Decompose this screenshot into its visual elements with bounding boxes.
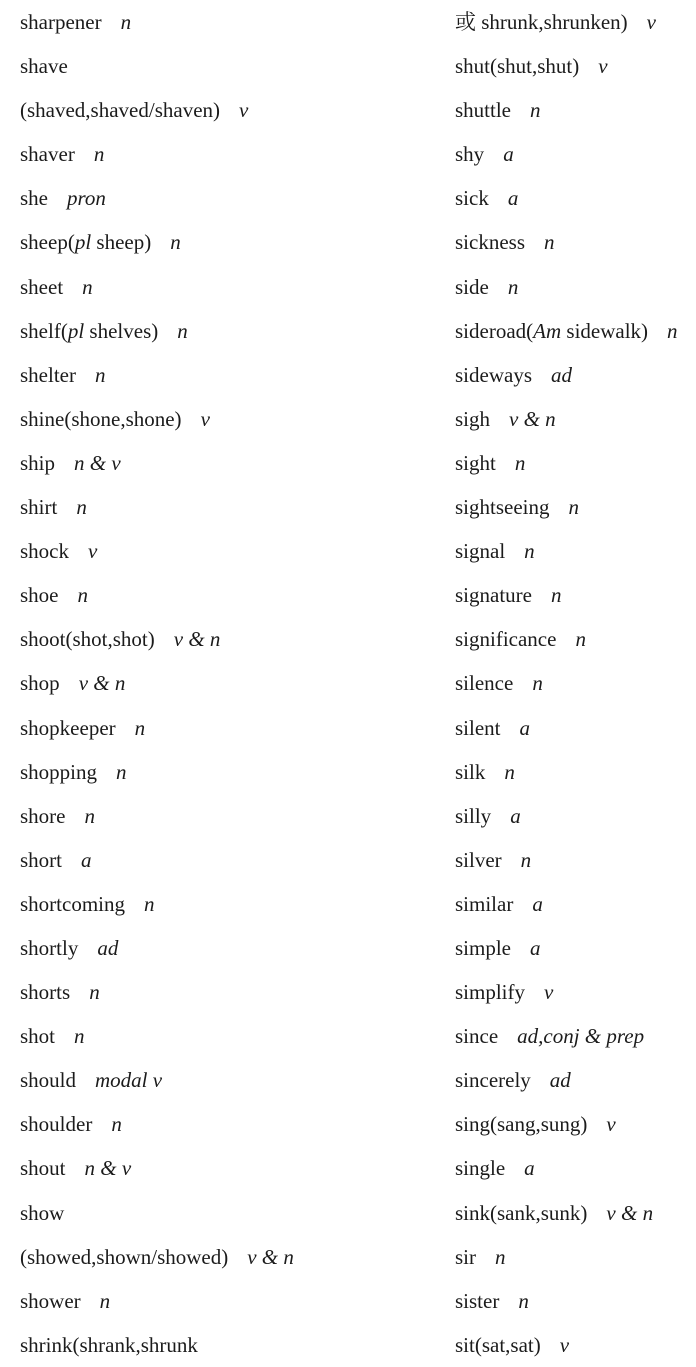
word-entry <box>455 441 678 485</box>
word-entry <box>455 750 678 794</box>
word-text: silly <box>455 803 492 828</box>
pos-label: v <box>239 98 249 123</box>
word-entry <box>455 1146 678 1190</box>
word-text: shelf(pl shelves) <box>20 318 159 343</box>
word-entry <box>20 838 294 882</box>
pos-label: v <box>598 54 608 79</box>
pos-label: ad <box>551 362 572 387</box>
word-entry <box>20 706 294 750</box>
pos-label: n <box>93 142 105 167</box>
word-entry <box>455 970 678 1014</box>
word-text: sir <box>455 1244 476 1269</box>
pos-label: a <box>519 715 530 740</box>
word-entry <box>455 1058 678 1102</box>
word-text: single <box>455 1156 506 1181</box>
word-entry <box>20 397 294 441</box>
word-entry <box>455 176 678 220</box>
word-text: show <box>20 1200 65 1225</box>
pos-label: n <box>568 495 579 520</box>
word-entry <box>455 794 678 838</box>
pos-label: n <box>530 98 541 123</box>
word-entry <box>455 882 678 926</box>
pos-label: v <box>544 980 554 1005</box>
word-text: shop <box>20 671 60 696</box>
word-text: signature <box>455 583 532 608</box>
pos-label: a <box>524 1156 535 1181</box>
pos-label: n <box>520 847 532 872</box>
word-text: side <box>455 274 489 299</box>
pos-label: n <box>550 583 562 608</box>
word-entry <box>20 1191 294 1235</box>
pos-label: v & n <box>78 671 126 696</box>
word-text: shortly <box>20 935 79 960</box>
word-text: shout <box>20 1156 66 1181</box>
pos-label: n <box>74 1024 85 1049</box>
pos-label: n <box>111 1112 122 1137</box>
word-text: shortcoming <box>20 891 125 916</box>
word-entry <box>455 1323 678 1367</box>
word-text: shopkeeper <box>20 715 116 740</box>
pos-label: n <box>532 671 543 696</box>
word-text: sheet <box>20 274 64 299</box>
pos-label: n <box>82 274 93 299</box>
word-entry <box>20 926 294 970</box>
word-entry <box>455 44 678 88</box>
pos-label: a <box>532 891 543 916</box>
word-entry <box>20 44 294 88</box>
word-text: shore <box>20 803 66 828</box>
word-text: should <box>20 1068 77 1093</box>
word-entry <box>20 661 294 705</box>
word-entry <box>20 1146 294 1190</box>
word-text: shrink(shrank,shrunk <box>20 1332 198 1357</box>
word-text: sheep(pl sheep) <box>20 230 152 255</box>
word-text: significance <box>455 627 557 652</box>
pos-label: v <box>606 1112 616 1137</box>
word-text: 或 shrunk,shrunken) <box>455 10 628 34</box>
word-entry <box>20 265 294 309</box>
word-text: silent <box>455 715 501 740</box>
word-entry <box>20 970 294 1014</box>
word-text: sideroad(Am sidewalk) <box>455 318 649 343</box>
pos-label: n <box>116 759 127 784</box>
word-entry <box>20 88 294 132</box>
word-entry <box>20 1323 294 1367</box>
word-entry <box>20 176 294 220</box>
word-entry <box>20 132 294 176</box>
word-text: (showed,shown/showed) <box>20 1244 229 1269</box>
word-entry <box>20 1102 294 1146</box>
pos-label: n & v <box>84 1156 132 1181</box>
word-entry <box>455 706 678 750</box>
pos-label: a <box>530 935 541 960</box>
pos-label: n <box>170 230 181 255</box>
pos-label: n & v <box>74 450 121 475</box>
word-entry <box>455 265 678 309</box>
word-text: shopping <box>20 759 98 784</box>
pos-label: ad,conj & prep <box>517 1024 645 1049</box>
pos-label: n <box>518 1288 529 1313</box>
word-entry <box>20 1279 294 1323</box>
pos-label: n <box>94 362 106 387</box>
word-list-column-right <box>455 0 678 1367</box>
pos-label: n <box>495 1244 506 1269</box>
word-text: shoe <box>20 583 59 608</box>
word-entry <box>455 485 678 529</box>
pos-label: v <box>200 406 210 431</box>
word-entry <box>455 838 678 882</box>
word-text: silence <box>455 671 514 696</box>
word-entry <box>20 1014 294 1058</box>
word-text: sink(sank,sunk) <box>455 1200 588 1225</box>
pos-label: a <box>510 803 521 828</box>
word-text: shoot(shot,shot) <box>20 627 155 652</box>
pos-label: modal v <box>95 1068 163 1093</box>
pos-label: n <box>134 715 146 740</box>
word-text: (shaved,shaved/shaven) <box>20 98 221 123</box>
pos-label: n <box>144 891 155 916</box>
pos-label: n <box>544 230 555 255</box>
pos-label: n <box>77 583 88 608</box>
word-text: short <box>20 847 62 872</box>
word-text: shaver <box>20 142 75 167</box>
word-text: sincerely <box>455 1068 531 1093</box>
word-text: shot <box>20 1024 56 1049</box>
pos-label: n <box>99 1288 111 1313</box>
word-text: she <box>20 186 48 211</box>
word-text: shine(shone,shone) <box>20 406 182 431</box>
pos-label: a <box>81 847 92 872</box>
word-entry <box>20 1058 294 1102</box>
pos-label: n <box>120 10 132 34</box>
word-text: similar <box>455 891 514 916</box>
word-entry <box>455 1014 678 1058</box>
word-entry <box>20 882 294 926</box>
word-text: shirt <box>20 495 58 520</box>
word-entry <box>20 441 294 485</box>
word-text: shut(shut,shut) <box>455 54 580 79</box>
word-entry <box>455 529 678 573</box>
word-text: sight <box>455 450 496 475</box>
word-text: sit(sat,sat) <box>455 1332 541 1357</box>
pos-label: v <box>559 1332 570 1357</box>
word-entry <box>455 220 678 264</box>
word-entry <box>455 926 678 970</box>
word-text: sister <box>455 1288 500 1313</box>
word-text: shelter <box>20 362 76 387</box>
word-text: shy <box>455 142 485 167</box>
word-entry <box>455 397 678 441</box>
word-entry <box>455 661 678 705</box>
word-entry <box>455 617 678 661</box>
word-text: since <box>455 1024 499 1049</box>
pos-label: n <box>504 759 515 784</box>
word-text: sigh <box>455 406 491 431</box>
word-entry <box>455 1235 678 1279</box>
pos-label: v <box>88 539 98 564</box>
word-text: shuttle <box>455 98 511 123</box>
pos-label: a <box>503 142 514 167</box>
pos-label: n <box>89 980 100 1005</box>
pos-label: v <box>646 10 656 34</box>
pos-label: n <box>575 627 586 652</box>
pos-label: ad <box>549 1068 571 1093</box>
word-text: shock <box>20 539 69 564</box>
pos-label: ad <box>97 935 119 960</box>
word-text: simplify <box>455 980 526 1005</box>
word-entry <box>20 220 294 264</box>
word-entry <box>455 1102 678 1146</box>
word-text: sideways <box>455 362 532 387</box>
word-entry <box>20 309 294 353</box>
word-entry <box>455 1279 678 1323</box>
word-entry <box>20 573 294 617</box>
pos-label: v & n <box>247 1244 294 1269</box>
pos-label: n <box>177 318 188 343</box>
pos-label: n <box>84 803 95 828</box>
word-entry <box>455 132 678 176</box>
pos-label: v & n <box>509 406 556 431</box>
pos-label: v & n <box>173 627 221 652</box>
word-entry <box>20 1235 294 1279</box>
pos-label: a <box>507 186 519 211</box>
word-text: shorts <box>20 980 71 1005</box>
word-entry <box>455 0 678 44</box>
word-text: sightseeing <box>455 495 550 520</box>
word-entry <box>455 1191 678 1235</box>
pos-label: n <box>667 318 678 343</box>
word-text: sick <box>455 186 489 211</box>
pos-label: n <box>514 450 526 475</box>
pos-label: n <box>76 495 87 520</box>
word-entry <box>20 794 294 838</box>
word-entry <box>20 529 294 573</box>
word-entry <box>20 617 294 661</box>
word-entry <box>20 0 294 44</box>
word-text: shave <box>20 54 68 79</box>
word-list-column-left <box>20 0 294 1367</box>
pos-label: pron <box>67 186 106 211</box>
word-entry <box>20 353 294 397</box>
word-text: silk <box>455 759 486 784</box>
word-text: simple <box>455 935 511 960</box>
word-text: ship <box>20 450 56 475</box>
word-text: sing(sang,sung) <box>455 1112 588 1137</box>
word-entry <box>20 750 294 794</box>
pos-label: n <box>507 274 519 299</box>
word-entry <box>455 88 678 132</box>
word-text: sickness <box>455 230 525 255</box>
word-text: sharpener <box>20 10 102 34</box>
word-entry <box>455 309 678 353</box>
word-text: signal <box>455 539 506 564</box>
word-entry <box>455 573 678 617</box>
word-text: silver <box>455 847 502 872</box>
pos-label: n <box>524 539 535 564</box>
word-entry <box>20 485 294 529</box>
pos-label: v & n <box>606 1200 654 1225</box>
word-text: shower <box>20 1288 81 1313</box>
word-entry <box>455 353 678 397</box>
word-text: shoulder <box>20 1112 93 1137</box>
